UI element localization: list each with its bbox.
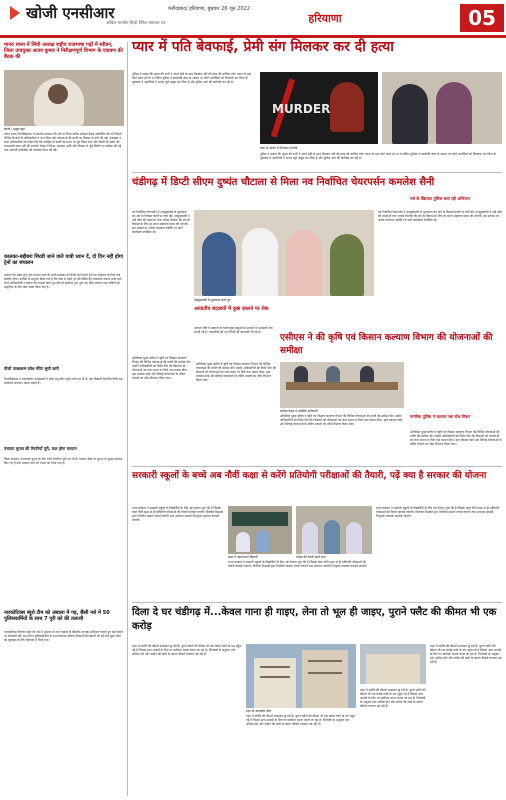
agri-headline: एसीएस ने की कृषि एवं किसान कल्याण विभाग की योजनाओं की समीक्षा: [280, 333, 493, 356]
flats-caption: शहर के आवासीय फ्लैट: [246, 709, 272, 713]
schools-body: राज्य सरकार ने सरकारी स्कूलों के विद्यार्थियों के लिए नई योजना शुरू की है जिसके तहत नौवीं कक्षा से ही प्रतियोगी परीक्षाओं की तैयारी करवाई जाएगी। विशेषज्ञ शिक्षकों द्वारा नियमित कक्षाएं लगाई जाएंगी तथा अध्ययन सामग्री निःशुल्क उपलब्ध करवाई जाएगी।: [132, 506, 224, 522]
main-headline: प्यार में पति बेवफाई, प्रेमी संग मिलकर कर दी हत्या: [132, 39, 394, 55]
flats-photo-2: [360, 644, 426, 684]
page-number: 05: [460, 4, 504, 32]
rule-1: [132, 172, 502, 173]
article-body-pg-merit: विश्वविद्यालय ने स्नातकोत्तर पाठ्यक्रमों में प्रवेश हेतु मेरिट सूची जारी कर दी है। पात्र विद्यार्थी निर्धारित तिथि तक दस्तावेज सत्यापन करवा सकते हैं।: [4, 377, 123, 385]
subhead-panchayat: पंचायत चुनाव की तैयारियाँ पूरी, कल होगा मतदान: [4, 446, 77, 451]
bottom-body-3: शहर में संपत्ति की कीमतें आसमान छू रही हैं। पुराने फ्लैटों की कीमत भी एक करोड़ रुपये के पार पहुंच गई है जिससे आम आदमी के लिए घर खरीदना सपना बनता जा रहा है। विशेषज्ञों के अनुसार मांग अधिक होने और जमीन की कमी के कारण कीमतें लगातार बढ़ रही हैं।: [360, 688, 426, 708]
schools-photo-students: [296, 506, 372, 554]
photo-caption-left-top: खोजी | प्रमुख ब्यूरो: [4, 127, 25, 131]
main-photo-caption: हत्या के आरोप में गिरफ्तार आरोपी: [260, 146, 298, 150]
article-headline-left-mid: कालका-बद्दीबरा शिरडी जाने वाले यात्री ध्यान दें, दो दिन नहीं होगा ट्रेनों का संचालन: [4, 254, 123, 266]
article-photo-left-top: [4, 70, 124, 126]
deputy-cm-caption: उपमुख्यमंत्री से मुलाकात करते हुए: [194, 298, 231, 302]
agri-caption: समीक्षा बैठक में उपस्थित अधिकारी: [280, 409, 318, 413]
agri-meeting-photo: [280, 362, 404, 408]
bottom-body-1: शहर में संपत्ति की कीमतें आसमान छू रही हैं। पुराने फ्लैटों की कीमत भी एक करोड़ रुपये के पार पहुंच गई है जिससे आम आदमी के लिए घर खरीदना सपना बनता जा रहा है। विशेषज्ञों के अनुसार मांग अधिक होने और जमीन की कमी के कारण कीमतें लगातार बढ़ रही हैं।: [132, 644, 242, 656]
import-headline: आयातीय बदलावों में कुछ ज़ालने पर रोक: [194, 306, 269, 312]
newspaper-logo: खोजी एनसीआर: [26, 4, 115, 22]
agri-body-left: अतिरिक्त मुख्य सचिव ने कृषि एवं किसान कल्याण विभाग की विभिन्न योजनाओं की प्रगति की समीक्षा की। उन्होंने अधिकारियों को निर्देश दिए कि किसानों को योजनाओं का लाभ समय पर मिले तथा फसल बीमा, मृदा स्वास्थ्य कार्ड और सिंचाई योजनाओं के लंबित मामलों का शीघ्र निपटारा किया जाए।: [132, 356, 191, 380]
deputy-cm-body: नव निर्वाचित चेयरपर्सन ने उपमुख्यमंत्री से मुलाकात कर क्षेत्र के विकास कार्यों पर चर्चा की। उपमुख्यमंत्री ने उन्हें जीत की बधाई दी तथा भरोसा दिलाया कि क्षेत्र के विकास के लिए हर संभव सहायता प्रदान की जाएगी। इस अवसर पर अनेक गणमान्य व्यक्ति एवं पार्टी कार्यकर्ता उपस्थित रहे।: [132, 210, 190, 234]
schools-caption-1: कक्षा में पढ़ाई करते विद्यार्थी: [228, 555, 258, 559]
article-headline-left-top: मानव रचना में सिंधी अध्यक्ष राष्ट्रीय राजभाषा गढ़ों में स्वीडन, जिला उपायुक्त अजय कुमार ने निरीक्षणपूर्ण विभाग के एकत्रण की बैठक की: [4, 42, 123, 60]
rule-3: [132, 602, 502, 603]
import-body: आयात नीति में बदलाव के चलते कुछ वस्तुओं के आयात पर अस्थायी रोक लगाई गई है। व्यापारियों को नए नियमों की जानकारी दी गई है।: [194, 326, 273, 334]
edition-date: फरीदाबाद/ हरियाणा, बुधवार 26 जून 2022: [168, 6, 250, 12]
bottom-body-2: शहर में संपत्ति की कीमतें आसमान छू रही हैं। पुराने फ्लैटों की कीमत भी एक करोड़ रुपये के पार पहुंच गई है जिससे आम आदमी के लिए घर खरीदना सपना बनता जा रहा है। विशेषज्ञों के अनुसार मांग अधिक होने और जमीन की कमी के कारण कीमतें लगातार बढ़ रही हैं।: [246, 714, 356, 726]
flats-photo: [246, 644, 356, 708]
article-body-left-bottom: नारकोटिक्स नियंत्रण ब्यूरो की टीम ने अंबाला में नशा तस्करी के खिलाफ व्यापक अभियान चलाते हुए कई स्थानों पर छापेमारी की। इस दौरान पुलिसकर्मियों के साथ मिलकर संदिग्ध ठिकानों की तलाशी ली गई तथा कुछ लोगों को पूछताछ के लिए हिरासत में लिया गया।: [4, 630, 123, 642]
masthead: [0, 0, 506, 38]
schools-body-2: राज्य सरकार ने सरकारी स्कूलों के विद्यार्थियों के लिए नई योजना शुरू की है जिसके तहत नौवीं कक्षा से ही प्रतियोगी परीक्षाओं की तैयारी करवाई जाएगी। विशेषज्ञ शिक्षकों द्वारा नियमित कक्षाएं लगाई जाएंगी तथा अध्ययन सामग्री निःशुल्क उपलब्ध करवाई जाएगी।: [228, 560, 368, 568]
bottom-headline: दिला दे घर चंडीगढ़ में...केवल गाना ही गाइए, लेना तो भूल ही जाइए, पुराने फ्लैट की कीमत भी एक करोड़: [132, 607, 497, 632]
sidebar-body-2: अतिरिक्त मुख्य सचिव ने कृषि एवं किसान कल्याण विभाग की विभिन्न योजनाओं की प्रगति की समीक्षा की। उन्होंने अधिकारियों को निर्देश दिए कि किसानों को योजनाओं का लाभ समय पर मिले तथा फसल बीमा, मृदा स्वास्थ्य कार्ड और सिंचाई योजनाओं के लंबित मामलों का शीघ्र निपटारा किया जाए।: [410, 430, 502, 446]
section-title: हरियाणा: [308, 12, 342, 25]
schools-body-3: राज्य सरकार ने सरकारी स्कूलों के विद्यार्थियों के लिए नई योजना शुरू की है जिसके तहत नौवीं कक्षा से ही प्रतियोगी परीक्षाओं की तैयारी करवाई जाएगी। विशेषज्ञ शिक्षकों द्वारा नियमित कक्षाएं लगाई जाएंगी तथा अध्ययन सामग्री निःशुल्क उपलब्ध करवाई जाएगी।: [376, 506, 500, 518]
sidebar-headline-1: नशे के खिलाफ पुलिस चला रही अभियान: [410, 196, 470, 201]
logo-arrow-icon: [10, 6, 20, 20]
schools-caption-2: परीक्षा की तैयारी करते छात्र: [296, 555, 326, 559]
column-divider: [127, 42, 128, 796]
deputy-cm-photo: [194, 210, 374, 296]
murder-word: MURDER: [272, 102, 331, 116]
article-body-left-mid: अंबाला रेल मंडल द्वारा ट्रैक मरम्मत कार्य के चलते कालका से शिरडी जाने वाली ट्रेनों का संचालन दो दिनों तक स्थगित रहेगा। यात्रियों से अनुरोध किया गया है कि यात्रा से पहले ट्रेन की स्थिति की जानकारी अवश्य प्राप्त करें। रेलवे अधिकारियों ने बताया कि मरम्मत कार्य पूरा होते ही संचालन पुनः शुरू कर दिया जाएगा तथा यात्रियों को असुविधा के लिए खेद व्यक्त किया गया है।: [4, 273, 122, 289]
article-body-left-top: मानव रचना विश्वविद्यालय में स्थानीय प्रशासन की ओर से जिला स्तरीय समीक्षा बैठक आयोजित की गई जिसमें विभिन्न विभागों के अधिकारियों ने भाग लिया और योजनाओं की प्रगति पर विस्तार से चर्चा की गई। उपायुक्त ने सभी अधिकारियों को निर्देश दिए कि जनहित के कार्यों को समय पर पूरा किया जाए और किसी भी प्रकार की लापरवाही सहन नहीं की जाएगी। बैठक में शिक्षा, स्वास्थ्य, कृषि और विकास से जुड़े विषयों पर समीक्षा की गई तथा आगामी कार्यक्रमों की रूपरेखा तैयार की गई।: [4, 132, 122, 152]
edition-subline: अखिल भारतीय हिन्दी दैनिक समाचार पत्र: [106, 20, 166, 25]
schools-headline: सरकारी स्कूलों के बच्चे अब नौवीं कक्षा से करेंगे प्रतियोगी परीक्षाओं की तैयारी, पढ़ें क्या है सरकार की योजना: [132, 471, 487, 481]
sidebar-headline-2: नागरिक पुलिस ने चलाया नशा रोक मिशन: [410, 414, 471, 419]
rule-2: [132, 466, 502, 467]
deputy-cm-body-right: नव निर्वाचित चेयरपर्सन ने उपमुख्यमंत्री से मुलाकात कर क्षेत्र के विकास कार्यों पर चर्चा की। उपमुख्यमंत्री ने उन्हें जीत की बधाई दी तथा भरोसा दिलाया कि क्षेत्र के विकास के लिए हर संभव सहायता प्रदान की जाएगी। इस अवसर पर अनेक गणमान्य व्यक्ति एवं पार्टी कार्यकर्ता उपस्थित रहे।: [378, 210, 502, 222]
bottom-body-4: शहर में संपत्ति की कीमतें आसमान छू रही हैं। पुराने फ्लैटों की कीमत भी एक करोड़ रुपये के पार पहुंच गई है जिससे आम आदमी के लिए घर खरीदना सपना बनता जा रहा है। विशेषज्ञों के अनुसार मांग अधिक होने और जमीन की कमी के कारण कीमतें लगातार बढ़ रही हैं।: [430, 644, 502, 664]
subhead-pg-merit: पीजी पाठ्यक्रम प्रवेश मेरिट सूची जारी: [4, 366, 59, 371]
agri-body-right: अतिरिक्त मुख्य सचिव ने कृषि एवं किसान कल्याण विभाग की विभिन्न योजनाओं की प्रगति की समीक्षा की। उन्होंने अधिकारियों को निर्देश दिए कि किसानों को योजनाओं का लाभ समय पर मिले तथा फसल बीमा, मृदा स्वास्थ्य कार्ड और सिंचाई योजनाओं के लंबित मामलों का शीघ्र निपटारा किया जाए।: [280, 414, 402, 426]
accused-photo: [382, 72, 502, 144]
murder-illustration: [260, 72, 378, 144]
schools-photo-classroom: [228, 506, 292, 554]
article-headline-left-bottom: नारकोटिक्स ब्यूरो टीम को अंबाला में गड़, छैंसी नशे में 50 पुलिसकर्मियों के साथ 7 पुरी को की तलाशी: [4, 610, 110, 622]
agri-body-mid: अतिरिक्त मुख्य सचिव ने कृषि एवं किसान कल्याण विभाग की विभिन्न योजनाओं की प्रगति की समीक्षा की। उन्होंने अधिकारियों को निर्देश दिए कि किसानों को योजनाओं का लाभ समय पर मिले तथा फसल बीमा, मृदा स्वास्थ्य कार्ड और सिंचाई योजनाओं के लंबित मामलों का शीघ्र निपटारा किया जाए।: [196, 362, 276, 382]
main-body-continued: पुलिस ने बताया कि मृतक की पत्नी ने अपने प्रेमी के साथ मिलकर पति की हत्या की साजिश रची। घटना के बाद दोनों फरार हो गए थे लेकिन पुलिस ने तकनीकी जांच के आधार पर दोनों आरोपियों को गिरफ्तार कर लिया है। पूछताछ में आरोपियों ने अपना जुर्म कबूल कर लिया है और पुलिस आगे की कार्रवाई कर रही है।: [260, 152, 497, 160]
main-body: पुलिस ने बताया कि मृतक की पत्नी ने अपने प्रेमी के साथ मिलकर पति की हत्या की साजिश रची। घटना के बाद दोनों फरार हो गए थे लेकिन पुलिस ने तकनीकी जांच के आधार पर दोनों आरोपियों को गिरफ्तार कर लिया है। पूछताछ में आरोपियों ने अपना जुर्म कबूल कर लिया है और पुलिस आगे की कार्रवाई कर रही है।: [132, 72, 252, 84]
article-body-panchayat: जिला प्रशासन ने पंचायत चुनाव के लिए सभी तैयारियां पूरी कर ली हैं। मतदान केंद्रों पर सुरक्षा के पुख्ता इंतजाम किए गए हैं तथा मतदान दलों को रवाना कर दिया गया है।: [4, 457, 123, 465]
deputy-cm-headline: चंडीगढ़ में डिप्टी सीएम दुष्यंत चौटाला से मिला नव निर्वाचित चेयरपर्सन कमलेश सैनी: [132, 177, 435, 188]
